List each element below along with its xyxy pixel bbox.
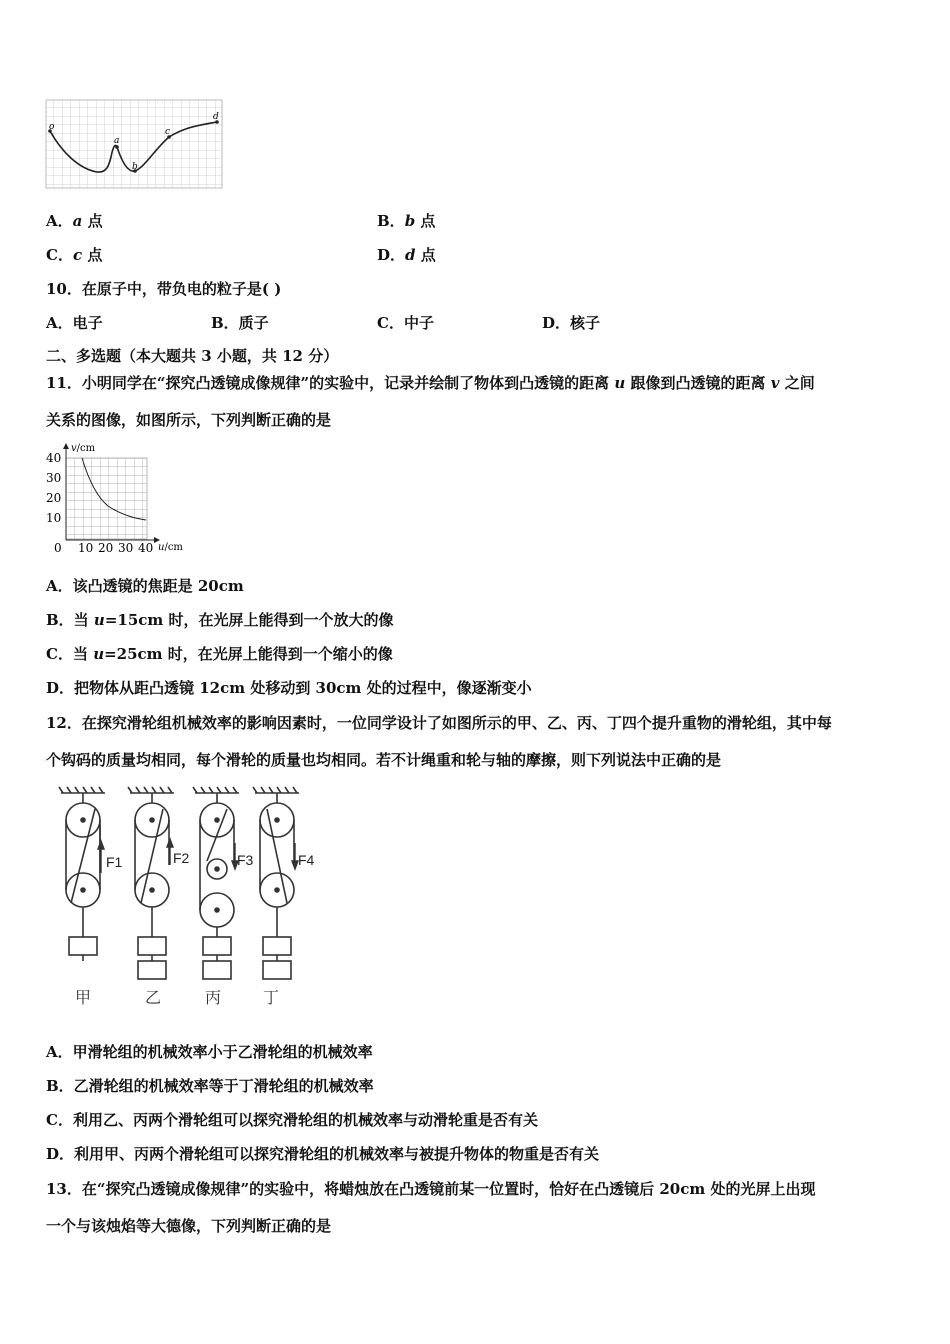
- q9-option-d[interactable]: D．d 点: [377, 246, 436, 264]
- pulley-set-ding: [253, 787, 299, 979]
- q11-option-d[interactable]: D．把物体从距凸透镜 12cm 处移动到 30cm 处的过程中，像逐渐变小: [46, 679, 532, 697]
- pulley-set-yi: [128, 787, 174, 979]
- q9-point-d: d: [213, 112, 219, 122]
- q12-pulley-figure: [55, 785, 335, 1010]
- q9-point-c: c: [165, 127, 171, 137]
- pulley-set-bing: [193, 787, 239, 979]
- pulley-set-jia: [59, 787, 105, 961]
- q10-option-a[interactable]: A．电子: [46, 314, 103, 332]
- q12-stem-line2: 个钩码的质量均相同，每个滑轮的质量也均相同。若不计绳重和轮与轴的摩擦，则下列说法中正确的是: [46, 751, 722, 769]
- q11-stem-line1: 11．小明同学在“探究凸透镜成像规律”的实验中，记录并绘制了物体到凸透镜的距离 u 跟像到凸透镜的距离 v 之间: [46, 374, 815, 392]
- q11-y-tick-40: 40: [46, 451, 62, 465]
- q9-option-b[interactable]: B．b 点: [377, 212, 436, 230]
- q11-x-tick-30: 30: [118, 541, 134, 555]
- q12-option-c[interactable]: C．利用乙、丙两个滑轮组可以探究滑轮组的机械效率与动滑轮重是否有关: [46, 1111, 538, 1129]
- q11-option-c[interactable]: C．当 u=25cm 时，在光屏上能得到一个缩小的像: [46, 645, 393, 663]
- q11-y-tick-30: 30: [46, 471, 62, 485]
- section-2-title: 二、多选题（本大题共 3 小题，共 12 分）: [46, 347, 339, 365]
- pulley-name-ding: 丁: [263, 988, 280, 1007]
- force-label-f3: F3: [237, 852, 254, 868]
- q11-origin: 0: [54, 541, 62, 555]
- q9-point-a: a: [114, 136, 120, 146]
- q10-option-b[interactable]: B．质子: [211, 314, 269, 332]
- q12-option-a[interactable]: A．甲滑轮组的机械效率小于乙滑轮组的机械效率: [46, 1043, 373, 1061]
- q11-uv-graph: [44, 440, 204, 558]
- q11-x-tick-40: 40: [138, 541, 154, 555]
- force-label-f1: F1: [106, 854, 123, 870]
- q11-x-tick-20: 20: [98, 541, 114, 555]
- force-label-f2: F2: [173, 850, 190, 866]
- q11-option-a[interactable]: A．该凸透镜的焦距是 20cm: [46, 577, 244, 595]
- q11-y-label: v/cm: [71, 443, 96, 454]
- q10-option-d[interactable]: D．核子: [542, 314, 601, 332]
- q9-point-b: b: [132, 162, 138, 172]
- force-label-f4: F4: [298, 852, 315, 868]
- q9-option-a[interactable]: A．a 点: [46, 212, 103, 230]
- q10-stem: 10．在原子中，带负电的粒子是( ): [46, 280, 282, 298]
- q11-stem-line2: 关系的图像，如图所示，下列判断正确的是: [46, 411, 332, 429]
- q9-trajectory-figure: [45, 99, 223, 189]
- q11-y-tick-20: 20: [46, 491, 62, 505]
- q12-stem-line1: 12．在探究滑轮组机械效率的影响因素时，一位同学设计了如图所示的甲、乙、丙、丁四个提升重物的滑轮组，其中每: [46, 714, 832, 732]
- q12-option-b[interactable]: B．乙滑轮组的机械效率等于丁滑轮组的机械效率: [46, 1077, 374, 1095]
- pulley-name-jia: 甲: [75, 988, 92, 1007]
- q13-stem-line1: 13．在“探究凸透镜成像规律”的实验中，将蜡烛放在凸透镜前某一位置时，恰好在凸透镜后 20cm 处的光屏上出现: [46, 1180, 816, 1198]
- q11-option-b[interactable]: B．当 u=15cm 时，在光屏上能得到一个放大的像: [46, 611, 394, 629]
- pulley-name-bing: 丙: [205, 988, 222, 1007]
- q13-stem-line2: 一个与该烛焰等大德像，下列判断正确的是: [46, 1217, 332, 1235]
- pulley-name-yi: 乙: [145, 988, 162, 1007]
- q11-y-tick-10: 10: [46, 511, 62, 525]
- q12-option-d[interactable]: D．利用甲、丙两个滑轮组可以探究滑轮组的机械效率与被提升物体的物重是否有关: [46, 1145, 600, 1163]
- q11-x-tick-10: 10: [78, 541, 94, 555]
- q9-point-o: o: [49, 122, 55, 132]
- q10-option-c[interactable]: C．中子: [377, 314, 434, 332]
- q9-option-c[interactable]: C．c 点: [46, 246, 103, 264]
- q11-x-label: u/cm: [158, 542, 183, 553]
